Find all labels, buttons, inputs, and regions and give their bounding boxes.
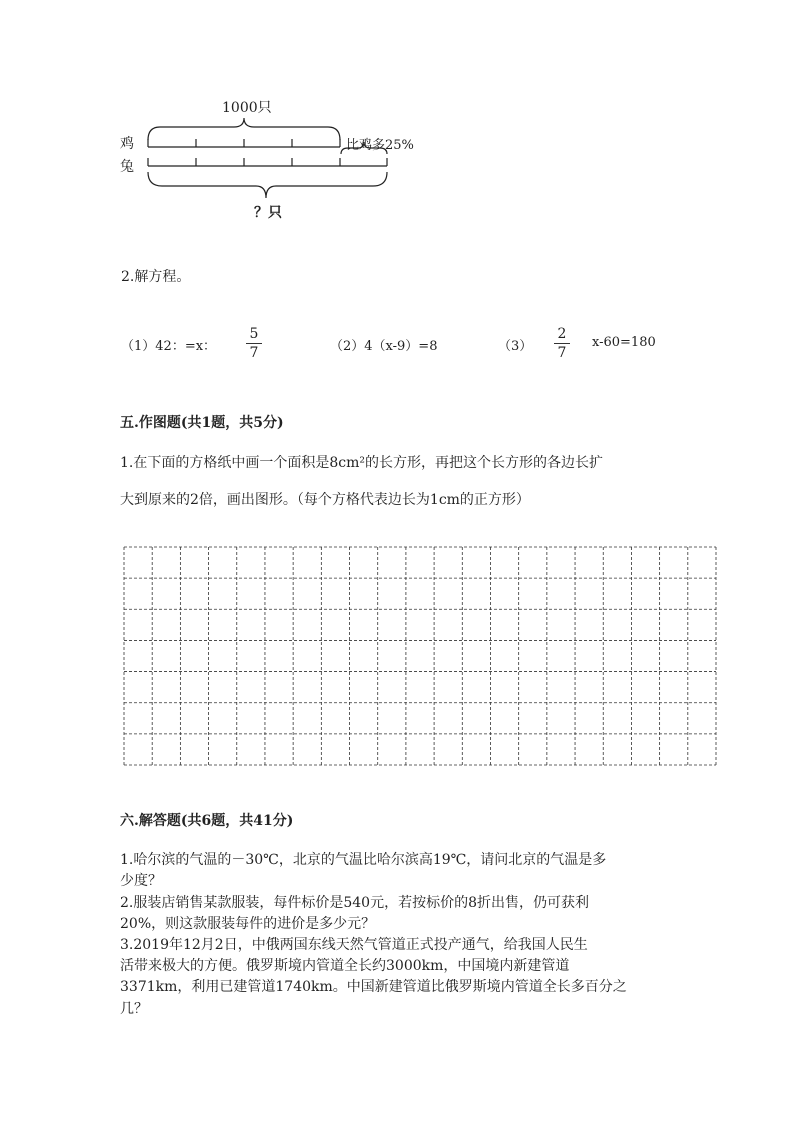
section5-q1-line2: 大到原来的2倍，画出图形。（每个方格代表边长为1cm的正方形） — [120, 492, 530, 508]
eq1-fraction — [244, 326, 264, 361]
q2-title: 2.解方程。 — [121, 269, 191, 285]
eq3-prefix: （3） — [498, 339, 533, 354]
side-note: 比鸡多25% — [346, 138, 414, 153]
eq3-suffix: x-60=180 — [592, 335, 656, 350]
top-brace — [148, 118, 340, 140]
section6-q3-line2: 活带来极大的方便。俄罗斯境内管道全长约3000km，中国境内新建管道 — [120, 958, 570, 974]
chicken-label: 鸡 — [120, 136, 134, 152]
eq1-prefix: （1）42：=x： — [121, 339, 217, 354]
eq3-numerator: 2 — [557, 326, 567, 342]
section6-q1-line2: 少度？ — [120, 873, 162, 889]
section5-heading: 五.作图题(共1题，共5分) — [120, 415, 284, 431]
section6-q3-line1: 3.2019年12月2日，中俄两国东线天然气管道正式投产通气，给我国人民生 — [120, 937, 588, 953]
bottom-label: ？只 — [254, 205, 282, 221]
eq3-fraction — [552, 326, 572, 361]
segment-diagram — [0, 0, 794, 240]
rabbit-label: 兔 — [120, 159, 134, 175]
fraction-bar — [246, 343, 262, 344]
section6-q2-line1: 2.服装店销售某款服装，每件标价是540元，若按标价的8折出售，仍可获利 — [120, 895, 589, 911]
eq1-numerator: 5 — [249, 326, 259, 342]
bottom-brace — [148, 172, 387, 198]
square-grid-paper[interactable] — [122, 545, 718, 767]
eq1-denominator: 7 — [249, 345, 259, 361]
eq3-denominator: 7 — [557, 345, 567, 361]
section6-q3-line3: 3371km，利用已建管道1740km。中国新建管道比俄罗斯境内管道全长多百分之 — [120, 979, 627, 995]
section5-q1-line1: 1.在下面的方格纸中画一个面积是8cm²的长方形，再把这个长方形的各边长扩 — [120, 455, 603, 471]
section6-heading: 六.解答题(共6题，共41分) — [120, 813, 294, 829]
top-label: 1000只 — [222, 100, 272, 116]
section6-q1-line1: 1.哈尔滨的气温的－30℃，北京的气温比哈尔滨高19℃，请问北京的气温是多 — [120, 852, 607, 868]
section6-q3-line4: 几？ — [120, 1001, 148, 1017]
section6-q2-line2: 20%，则这款服装每件的进价是多少元？ — [120, 916, 376, 932]
eq2: （2）4（x-9）=8 — [330, 339, 438, 354]
fraction-bar — [554, 343, 570, 344]
